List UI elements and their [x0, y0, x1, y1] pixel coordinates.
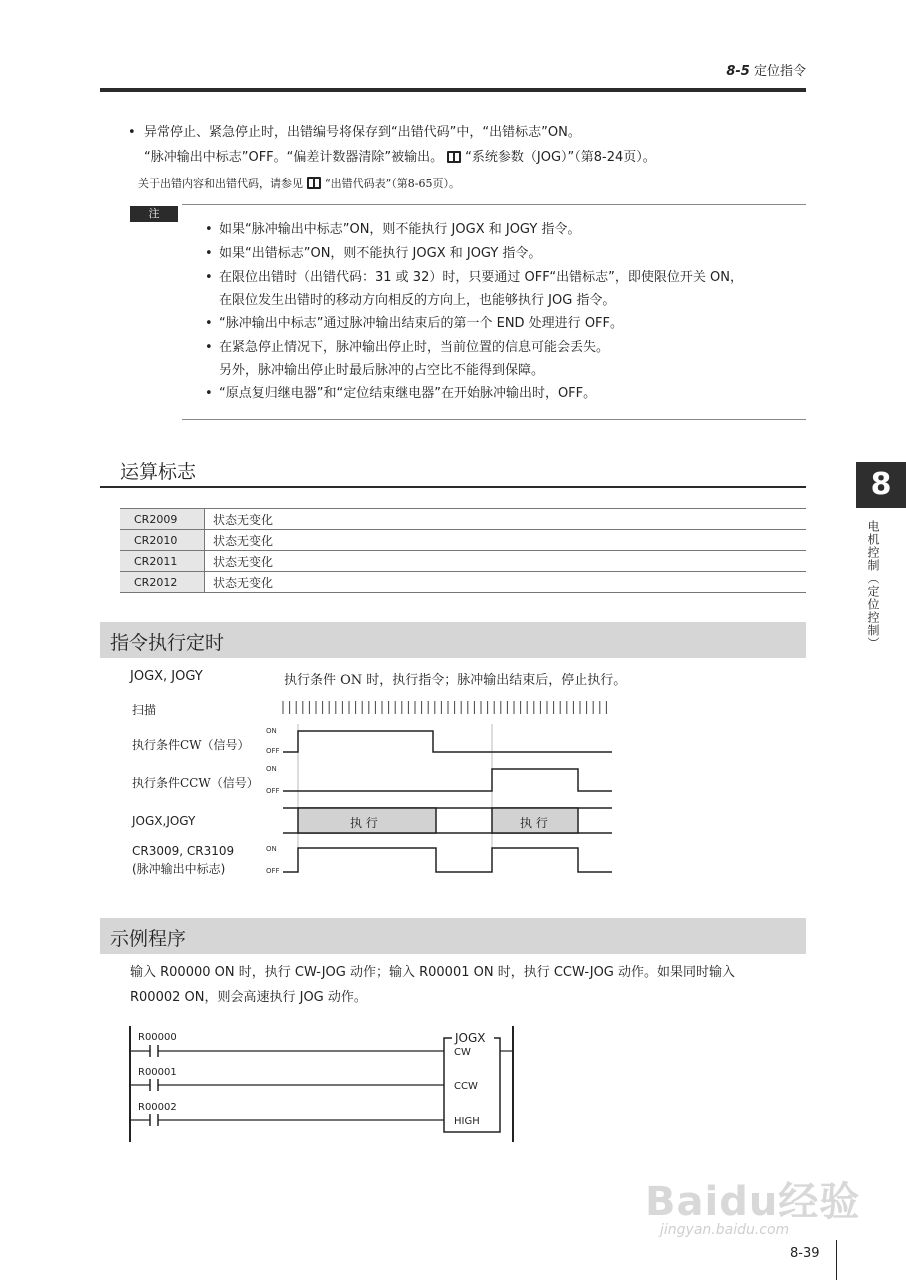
ccw-off: OFF	[266, 787, 280, 795]
port-ccw: CCW	[454, 1081, 478, 1092]
example-section-title: 示例程序	[110, 928, 187, 950]
table-row: CR2012 状态无变化	[120, 572, 806, 593]
flags-section-title: 运算标志	[120, 461, 197, 483]
cr-label: CR3009, CR3109	[132, 844, 235, 858]
cr-on: ON	[266, 845, 277, 853]
timing-instr: JOGX, JOGY	[130, 669, 203, 684]
timing-section-title: 指令执行定时	[110, 632, 225, 654]
baidu-watermark-logo: Baidu经验	[645, 1179, 861, 1225]
note-tag: 注	[130, 206, 178, 222]
chapter-tab-number[interactable]: 8	[856, 462, 906, 508]
baidu-watermark-url: jingyan.baidu.com	[660, 1222, 790, 1238]
note-item: • “脉冲输出中标志”通过脉冲输出结束后的第一个 END 处理进行 OFF。	[205, 312, 805, 336]
table-row: CR2011 状态无变化	[120, 551, 806, 572]
intro-line-1: 异常停止、紧急停止时，出错编号将保存到“出错代码”中，“出错标志”ON。	[143, 125, 581, 140]
ccw-on: ON	[266, 765, 277, 773]
intro-bullet: • 异常停止、紧急停止时，出错编号将保存到“出错代码”中，“出错标志”ON。	[128, 125, 581, 140]
table-row: CR2010 状态无变化	[120, 530, 806, 551]
timing-desc: 执行条件 ON 时，执行指令；脉冲输出结束后，停止执行。	[284, 673, 627, 688]
header-section-title: 定位指令	[753, 64, 806, 79]
intro-line-3a: 关于出错内容和出错代码，请参见	[138, 177, 303, 190]
contact-label: R00002	[138, 1102, 177, 1113]
intro-line-3b: “出错代码表”（第8-65页）。	[325, 177, 460, 190]
note-item: • 在限位出错时（出错代码：31 或 32）时，只要通过 OFF“出错标志”，即使限位开关 ON， 在限位发生出错时的移动方向相反的方向上，也能够执行 JOG 指令。	[205, 266, 805, 312]
ccw-label: 执行条件CCW（信号）	[132, 776, 259, 790]
cw-on: ON	[266, 727, 277, 735]
note-item: • 在紧急停止情况下，脉冲输出停止时，当前位置的信息可能会丢失。 另外，脉冲输出停止时最后脉冲的占空比不能得到保障。	[205, 336, 805, 382]
port-cw: CW	[454, 1047, 471, 1058]
note-item: • “原点复归继电器”和“定位结束继电器”在开始脉冲输出时，OFF。	[205, 382, 805, 406]
page-number: 8-39	[790, 1246, 820, 1261]
note-item: • 如果“出错标志”ON，则不能执行 JOGX 和 JOGY 指令。	[205, 242, 805, 266]
port-high: HIGH	[454, 1116, 480, 1127]
contact-label: R00001	[138, 1067, 177, 1078]
cr-off: OFF	[266, 867, 280, 875]
intro-line-2b: “系统参数（JOG）”（第8-24页）。	[465, 150, 656, 165]
contact-label: R00000	[138, 1032, 177, 1043]
intro-line-2a: “脉冲输出中标志”OFF。“偏差计数器清除”被输出。	[144, 150, 444, 165]
table-row: CR2009 状态无变化	[120, 509, 806, 530]
block-name: JOGX	[455, 1031, 486, 1045]
exec-label-2: 执 行	[520, 816, 548, 830]
example-line-2: R00002 ON，则会高速执行 JOG 动作。	[130, 990, 367, 1005]
cr-sublabel: (脉冲输出中标志)	[132, 862, 226, 876]
cw-off: OFF	[266, 747, 280, 755]
page-number-rule	[836, 1240, 837, 1280]
exec-label-1: 执 行	[350, 816, 378, 830]
note-item: • 如果“脉冲输出中标志”ON，则不能执行 JOGX 和 JOGY 指令。	[205, 218, 805, 242]
chapter-tab-label: 电机控制（定位控制）	[866, 520, 880, 650]
header-section-number: 8-5	[726, 64, 750, 79]
scan-label: 扫描	[132, 703, 157, 717]
jog-label: JOGX,JOGY	[132, 814, 196, 828]
example-line-1: 输入 R00000 ON 时，执行 CW-JOG 动作；输入 R00001 ON 时，执行 CCW-JOG 动作。如果同时输入	[130, 965, 736, 980]
cw-label: 执行条件CW（信号）	[132, 738, 250, 752]
